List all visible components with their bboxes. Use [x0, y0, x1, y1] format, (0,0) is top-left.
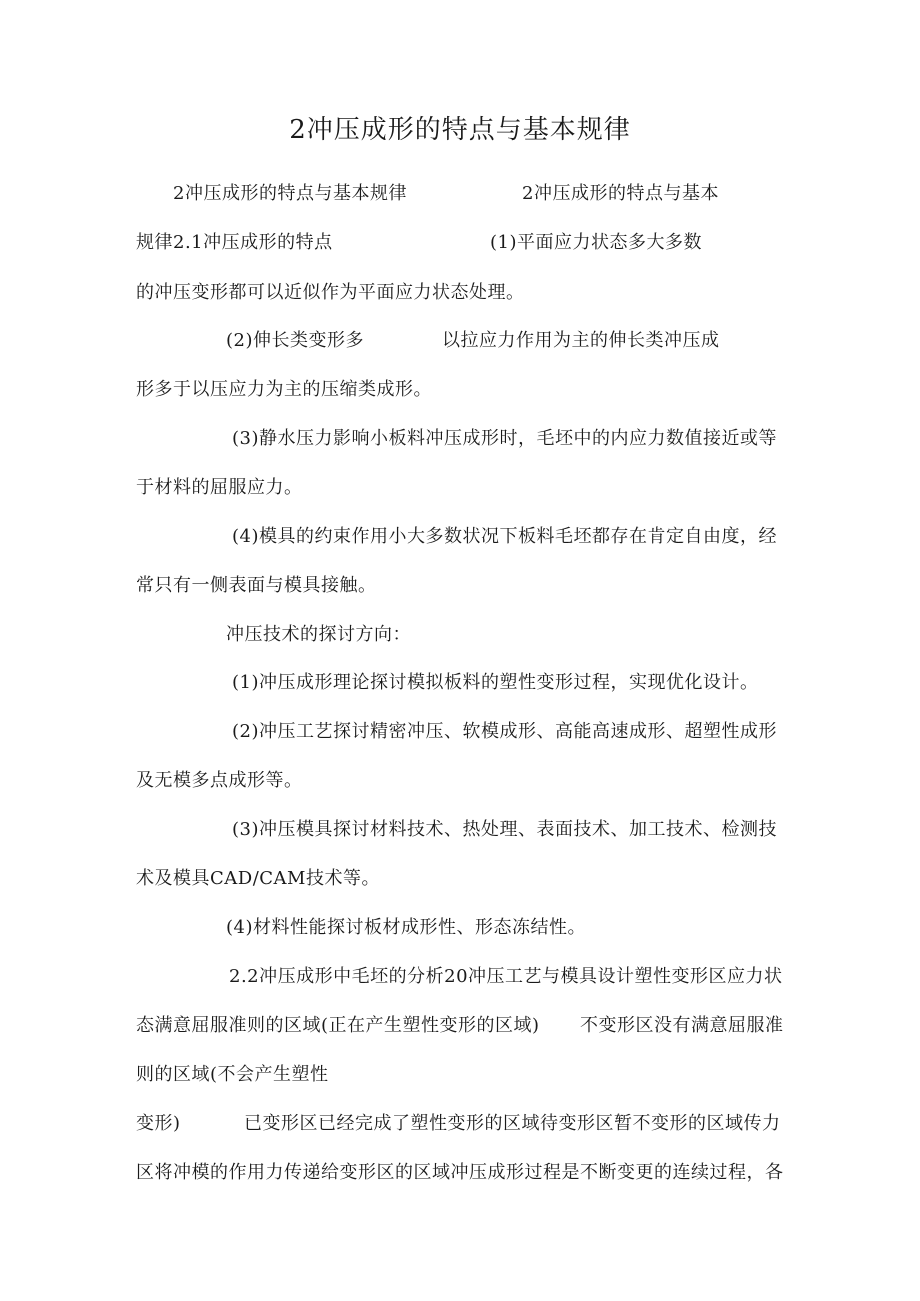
- section-heading: 冲压技术的探讨方向：: [226, 624, 411, 645]
- text-line: (3)静水压力影响小板料冲压成形时，毛坯中的内应力数值接近或等: [232, 428, 777, 449]
- text-line: (2)冲压工艺探讨精密冲压、软模成形、高能高速成形、超塑性成形: [232, 721, 777, 742]
- text-line: 2冲压成形的特点与基本: [522, 183, 719, 204]
- text-line: 的冲压变形都可以近似作为平面应力状态处理。: [136, 282, 525, 303]
- text-line: 变形): [136, 1113, 181, 1134]
- text-line: (4)材料性能探讨板材成形性、形态冻结性。: [226, 917, 586, 938]
- text-line: 区将冲模的作用力传递给变形区的区域冲压成形过程是不断变更的连续过程，各: [136, 1162, 784, 1183]
- text-line: (4)模具的约束作用小大多数状况下板料毛坯都存在肯定自由度，经: [232, 526, 777, 547]
- text-line: 常只有一侧表面与模具接触。: [136, 575, 377, 596]
- text-line: 以拉应力作用为主的伸长类冲压成: [442, 330, 720, 351]
- text-line: 术及模具CAD/CAM技术等。: [136, 868, 380, 889]
- text-line: 规律2.1冲压成形的特点: [136, 232, 333, 253]
- text-line: 则的区域(不会产生塑性: [136, 1064, 329, 1085]
- text-line: (1)平面应力状态多大多数: [490, 232, 702, 253]
- text-line: 2.2冲压成形中毛坯的分析20冲压工艺与模具设计塑性变形区应力状: [229, 966, 783, 987]
- text-line: 态满意屈服准则的区域(正在产生塑性变形的区域): [136, 1015, 540, 1036]
- text-line: (2)伸长类变形多: [226, 330, 364, 351]
- document-title: 2冲压成形的特点与基本规律: [289, 115, 631, 145]
- text-line: 已变形区已经完成了塑性变形的区域待变形区暂不变形的区域传力: [244, 1113, 781, 1134]
- text-line: (3)冲压模具探讨材料技术、热处理、表面技术、加工技术、检测技: [232, 819, 777, 840]
- text-line: 及无模多点成形等。: [136, 770, 303, 791]
- text-line: (1)冲压成形理论探讨模拟板料的塑性变形过程，实现优化设计。: [232, 672, 759, 693]
- text-line: 形多于以压应力为主的压缩类成形。: [136, 379, 432, 400]
- text-line: 2冲压成形的特点与基本规律: [173, 183, 407, 204]
- text-line: 不变形区没有满意屈服准: [580, 1015, 784, 1036]
- text-line: 于材料的屈服应力。: [136, 477, 303, 498]
